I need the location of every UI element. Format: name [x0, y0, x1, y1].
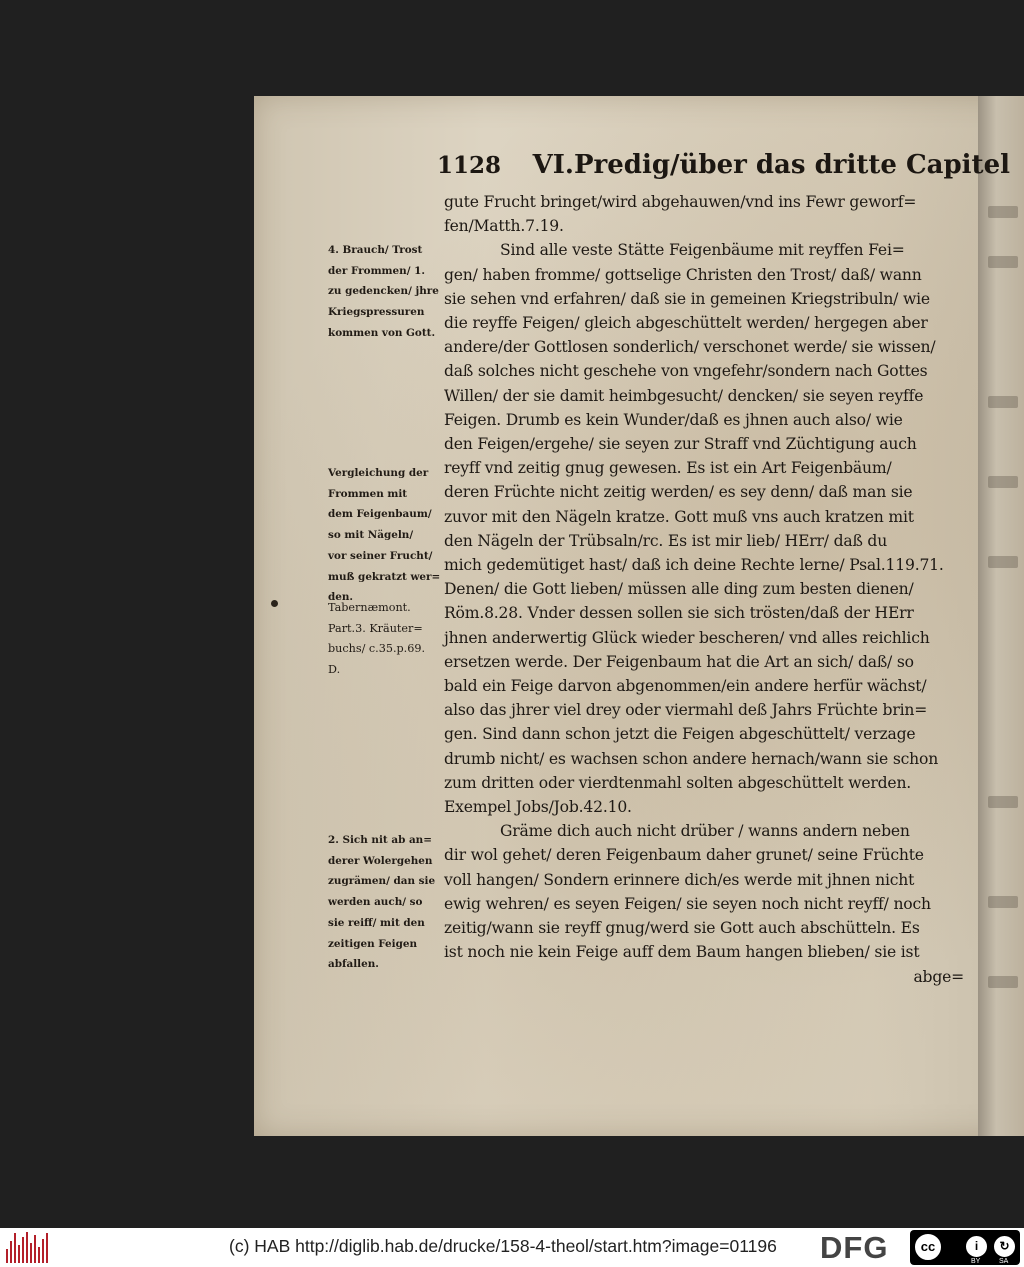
text-line: die reyffe Feigen/ gleich abgeschüttelt werden/ hergegen aber: [444, 314, 928, 333]
text-line: bald ein Feige darvon abgenommen/ein andere herfür wächst/: [444, 677, 927, 696]
margin-line: zugrämen/ dan sie: [328, 875, 436, 888]
margin-line: Tabernæmont.: [328, 601, 411, 614]
text-line: den Feigen/ergehe/ sie seyen zur Straff vnd Züchtigung auch: [444, 435, 917, 454]
adjacent-page-edge: [978, 96, 1024, 1136]
text-line: Exempel Jobs/Job.42.10.: [444, 798, 632, 817]
margin-line: Kriegspressuren: [328, 306, 425, 319]
share-alike-icon: ↻: [992, 1234, 1017, 1259]
text-line: gen/ haben fromme/ gottselige Christen den Trost/ daß/ wann: [444, 265, 922, 284]
text-line: fen/Matth.7.19.: [444, 217, 564, 236]
margin-line: kommen von Gott.: [328, 326, 436, 339]
margin-line: 2. Sich nit ab an=: [328, 834, 432, 846]
text-line: zuvor mit den Nägeln kratze. Gott muß vns auch kratzen mit: [444, 507, 914, 526]
sa-label: SA: [999, 1258, 1009, 1265]
page-header: [437, 150, 1010, 180]
margin-line: so mit Nägeln/: [328, 529, 414, 542]
text-line: sie sehen vnd erfahren/ daß sie in gemeinen Kriegstribuln/ wie: [444, 289, 930, 308]
margin-line: muß gekratzt wer=: [328, 570, 441, 583]
footer-bar: [0, 1228, 1024, 1267]
margin-line: Vergleichung der: [328, 467, 429, 479]
text-line: ist noch nie kein Feige auff dem Baum hangen blieben/ sie ist: [444, 943, 920, 962]
text-line: reyff vnd zeitig gnug gewesen. Es ist ein Art Feigenbäum/: [444, 459, 892, 478]
text-line: voll hangen/ Sondern erinnere dich/es werde mit jhnen nicht: [444, 870, 915, 889]
dfg-logo[interactable]: DFG: [820, 1230, 889, 1265]
attribution-icon: i: [964, 1234, 989, 1259]
text-line: gen. Sind dann schon jetzt die Feigen abgeschüttelt/ verzage: [444, 725, 916, 744]
text-line: Gräme dich auch nicht drüber / wanns andern neben: [500, 822, 910, 841]
text-line: zum dritten oder vierdtenmahl solten abgeschüttelt werden.: [444, 773, 912, 792]
margin-line: derer Wolergehen: [328, 854, 433, 867]
margin-line: Frommen mit: [328, 487, 408, 500]
margin-line: D.: [328, 663, 341, 677]
margin-note-1: [328, 240, 440, 344]
by-label: BY: [971, 1258, 981, 1265]
margin-line: sie reiff/ mit den: [328, 916, 425, 929]
text-line: den Nägeln der Trübsaln/rc. Es ist mir lieb/ HErr/ daß du: [444, 531, 888, 550]
text-line: Denen/ die Gott lieben/ müssen alle ding zum besten dienen/: [444, 580, 914, 599]
text-line: Feigen. Drumb es kein Wunder/daß es jhnen auch also/ wie: [444, 410, 903, 429]
margin-line: der Frommen/ 1.: [328, 264, 425, 277]
hab-logo-icon[interactable]: [6, 1232, 48, 1263]
text-line: dir wol gehet/ deren Feigenbaum daher grunet/ seine Früchte: [444, 846, 924, 865]
margin-line: buchs/ c.35.p.69.: [328, 642, 426, 656]
text-line: daß solches nicht geschehe von vngefehr/sondern nach Gottes: [444, 362, 928, 381]
copyright-url[interactable]: (c) HAB http://diglib.hab.de/drucke/158-4-theol/start.htm?image=01196: [229, 1236, 777, 1256]
main-text-column: [444, 190, 964, 989]
margin-line: zeitigen Feigen: [328, 937, 418, 950]
margin-line: dem Feigenbaum/: [328, 508, 432, 521]
text-line: gute Frucht bringet/wird abgehauwen/vnd ins Fewr geworf=: [444, 193, 917, 211]
running-title: VI.Predig/über das dritte Capitel: [532, 150, 1010, 180]
cc-icon: cc: [913, 1232, 943, 1262]
page-number: 1128: [437, 152, 502, 179]
margin-note-3: [328, 598, 440, 681]
text-line: ersetzen werde. Der Feigenbaum hat die Art an sich/ daß/ so: [444, 652, 914, 671]
text-line: also das jhrer viel drey oder viermahl deß Jahrs Früchte brin=: [444, 701, 928, 720]
cc-license-badge[interactable]: [910, 1230, 1020, 1265]
text-line: deren Früchte nicht zeitig werden/ es sey denn/ daß man sie: [444, 483, 913, 502]
margin-dot-mark: [271, 600, 278, 607]
text-line: Willen/ der sie damit heimbgesucht/ dencken/ sie seyen reyffe: [444, 386, 924, 405]
text-line: jhnen anderwertig Glück wieder bescheren/ vnd alles reichlich: [444, 628, 930, 647]
margin-line: Part.3. Kräuter=: [328, 621, 423, 635]
margin-line: zu gedencken/ jhre: [328, 285, 439, 298]
margin-note-4: [328, 830, 440, 975]
margin-line: vor seiner Frucht/: [328, 549, 433, 562]
margin-line: abfallen.: [328, 958, 379, 971]
text-line: andere/der Gottlosen sonderlich/ verschonet werde/ sie wissen/: [444, 338, 936, 357]
margin-line: werden auch/ so: [328, 896, 423, 909]
margin-line: 4. Brauch/ Trost: [328, 244, 423, 256]
margin-line: den.: [328, 591, 354, 604]
text-line: mich gedemütiget hast/ daß ich deine Rechte lerne/ Psal.119.71.: [444, 556, 944, 575]
text-line: Sind alle veste Stätte Feigenbäume mit reyffen Fei=: [500, 241, 905, 260]
margin-note-2: [328, 463, 440, 608]
text-line: zeitig/wann sie reyff gnug/werd sie Gott auch abschütteln. Es: [444, 919, 920, 938]
text-line: ewig wehren/ es seyen Feigen/ sie seyen noch nicht reyff/ noch: [444, 894, 931, 913]
text-line: Röm.8.28. Vnder dessen sollen sie sich trösten/daß der HErr: [444, 604, 914, 623]
catchword: abge=: [913, 967, 964, 986]
text-line: drumb nicht/ es wachsen schon andere hernach/wann sie schon: [444, 749, 939, 768]
